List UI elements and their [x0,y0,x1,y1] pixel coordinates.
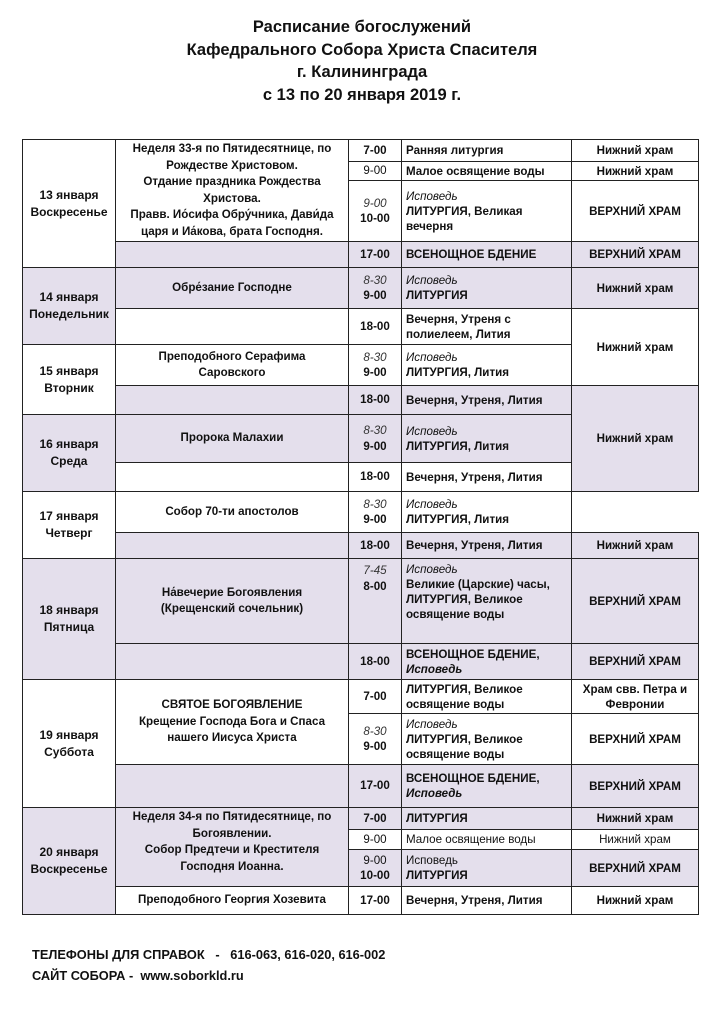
place-cell: ВЕРХНИЙ ХРАМ [572,850,699,887]
service-cell: Ранняя литургия [402,140,572,162]
feast-line: Правв. Ио́сифа Обру́чника, Дави́да [130,208,334,221]
feast-line: Собор 70-ти апостолов [165,504,299,518]
service-text: Исповедь [406,563,458,576]
time-text: 9-00 [363,164,387,178]
feast-empty-cell [116,242,349,268]
service-text: Исповедь [406,424,458,438]
day-weekday: Суббота [44,744,94,759]
title-line-2: Кафедрального Собора Христа Спасителя [186,40,538,59]
feast-line: Собор Предтечи и Крестителя [144,843,320,856]
place-cell: ВЕРХНИЙ ХРАМ [572,644,699,680]
day-weekday: Понедельник [29,307,109,321]
feast-line: Пророка Малахии [180,431,284,445]
feast-empty-cell [116,765,349,808]
service-cell: Малое освящение воды [402,830,572,850]
service-text: Исповедь [406,189,458,203]
service-cell: ВСЕНОЩНОЕ БДЕНИЕ [402,242,572,268]
time-text: 9-00 [363,366,387,379]
feast-line: СВЯТОЕ БОГОЯВЛЕНИЕ [161,698,303,712]
time-cell: 7-00 [349,680,402,714]
feast-line: Отдание праздника Рождества [143,175,321,188]
place-cell: Нижний храм [572,268,699,309]
feast-line: нашего Иисуса Христа [167,731,297,745]
service-text: Исповедь [406,662,463,676]
place-cell: ВЕРХНИЙ ХРАМ [572,765,699,808]
time-cell: 18-00 [349,644,402,680]
place-cell: ВЕРХНИЙ ХРАМ [572,242,699,268]
feast-empty-cell [116,644,349,680]
service-cell [402,415,572,463]
place-cell: Нижний храм [572,533,699,559]
place-cell: Нижний храм [572,808,699,830]
day-date: 14 января [39,290,99,304]
time-text: 8-30 [363,350,387,364]
service-text: ЛИТУРГИЯ [406,869,468,882]
time-cell [349,162,402,181]
time-cell: 18-00 [349,533,402,559]
place-cell: ВЕРХНИЙ ХРАМ [572,181,699,242]
service-text: Исповедь [406,787,463,800]
service-text: ЛИТУРГИЯ, Великая вечерня [406,204,523,233]
time-cell: 18-00 [349,309,402,345]
feast-line: Неделя 34-я по Пятидесятнице, по [132,810,332,823]
service-text: ЛИТУРГИЯ, Лития [406,439,510,453]
time-cell [349,559,402,644]
table-row [23,644,699,680]
time-text: 9-00 [363,853,387,867]
time-cell [349,714,402,765]
place-cell: Нижний храм [572,162,699,181]
page-title [0,16,724,106]
place-cell-shared: Нижний храм [572,386,699,492]
time-cell [349,415,402,463]
feast-line: царя и Иа́кова, брата Господня. [140,224,324,238]
service-text: ЛИТУРГИЯ, Лития [406,366,510,379]
time-cell: 7-00 [349,808,402,830]
feast-cell-15 [116,345,349,386]
feast-cell-16 [116,415,349,463]
day-date: 15 января [39,363,99,378]
place-cell: Нижний храм [572,140,699,162]
table-row [23,309,699,345]
place-cell: Нижний храм [572,830,699,850]
service-cell [402,492,572,533]
schedule-table [22,139,699,915]
time-cell [349,268,402,309]
service-text: ЛИТУРГИЯ, Великое освящение воды [406,732,523,761]
time-cell: 18-00 [349,386,402,415]
day-weekday: Пятница [43,620,95,634]
feast-line: Крещение Господа Бога и Спаса [138,714,326,728]
day-weekday: Вторник [44,380,94,395]
service-cell [402,345,572,386]
place-cell: Храм свв. Петра и Февронии [572,680,699,714]
feast-cell-13 [116,140,349,242]
service-cell: ЛИТУРГИЯ [402,808,572,830]
table-row [23,808,699,830]
day-date: 19 января [39,727,99,742]
service-cell [402,268,572,309]
footer-phones: ТЕЛЕФОНЫ ДЛЯ СПРАВОК - 616-063, 616-020, 616-002 [32,947,386,962]
time-cell [349,181,402,242]
service-cell: Вечерня, Утреня, Лития [402,533,572,559]
feast-cell-14 [116,268,349,309]
service-cell [402,850,572,887]
time-cell: 17-00 [349,242,402,268]
feast-line: Господня Иоанна. [180,859,284,873]
feast-empty-cell [116,309,349,345]
table-row [23,533,699,559]
time-text: 8-30 [363,724,387,738]
time-cell [349,850,402,887]
day-date: 13 января [39,187,99,202]
service-cell [402,644,572,680]
time-text: 9-00 [363,513,387,526]
service-text: ЛИТУРГИЯ, Лития [406,513,510,526]
footer-site: САЙТ СОБОРА - www.soborkld.ru [32,968,244,983]
feast-cell-18 [116,559,349,644]
feast-line: На́вечерие Богоявления [161,585,303,599]
feast-empty-cell [116,533,349,559]
service-cell: Малое освящение воды [402,162,572,181]
service-text: ВСЕНОЩНОЕ БДЕНИЕ, [406,772,540,785]
feast-line: (Крещенский сочельник) [160,602,304,615]
time-cell [349,492,402,533]
day-cell-19 [23,680,116,808]
service-cell [402,559,572,644]
feast-empty-cell [116,386,349,415]
table-row [23,242,699,268]
service-text: Великие (Царские) часы, ЛИТУРГИЯ, Великое освящение воды [406,578,550,621]
time-cell: 7-00 [349,140,402,162]
day-date: 16 января [39,437,99,451]
table-row [23,559,699,644]
table-row [23,140,699,162]
service-text: Исповедь [406,351,458,364]
day-cell-20 [23,808,116,915]
time-cell [349,345,402,386]
table-row [23,386,699,415]
service-cell: Вечерня, Утреня с полиелеем, Лития [402,309,572,345]
feast-cell-20 [116,808,349,887]
service-cell: ЛИТУРГИЯ, Великое освящение воды [402,680,572,714]
day-cell-18 [23,559,116,680]
feast-line: Рождестве Христовом. [166,158,298,172]
time-cell: 17-00 [349,765,402,808]
day-date: 17 января [39,509,99,523]
feast-empty-cell [116,463,349,492]
service-cell [402,714,572,765]
time-text: 8-30 [363,497,387,511]
place-cell: ВЕРХНИЙ ХРАМ [572,714,699,765]
title-line-4: с 13 по 20 января 2019 г. [262,85,462,104]
time-text: 9-00 [363,289,387,302]
table-row [23,765,699,808]
time-text: 8-30 [363,424,387,437]
feast-cell-19 [116,680,349,765]
service-cell [402,181,572,242]
day-weekday: Среда [50,454,88,468]
service-text: Исповедь [406,717,458,731]
footer [32,944,385,986]
feast-cell-20b: Преподобного Георгия Хозевита [116,887,349,915]
time-text: 9-00 [363,439,387,453]
day-cell-13 [23,140,116,268]
day-date: 20 января [39,845,99,859]
time-text: 10-00 [360,869,390,882]
time-text: 8-00 [363,579,387,593]
time-text: 10-00 [360,212,390,225]
feast-line: Неделя 33-я по Пятидесятнице, по [132,142,332,155]
time-cell: 17-00 [349,887,402,915]
day-weekday: Воскресенье [30,862,108,876]
feast-line: Христова. [203,191,261,205]
service-text: Исповедь [406,498,458,511]
day-cell-17 [23,492,116,559]
day-cell-16 [23,415,116,492]
time-text: 8-30 [363,273,387,287]
feast-line: Саровского [198,366,266,379]
time-cell: 9-00 [349,830,402,850]
feast-line: Обре́зание Господне [172,280,292,294]
time-cell: 18-00 [349,463,402,492]
day-date: 18 января [39,603,99,617]
table-row [23,268,699,309]
feast-line: Преподобного Серафима [158,349,306,363]
time-text: 9-00 [363,740,387,753]
service-text: ЛИТУРГИЯ [406,289,468,302]
service-cell: Вечерня, Утреня, Лития [402,887,572,915]
time-text: 9-00 [363,196,387,210]
feast-cell-17 [116,492,349,533]
day-cell-15 [23,345,116,415]
time-text: 7-45 [363,564,387,577]
title-line-3: г. Калининграда [296,63,428,81]
feast-line: Богоявлении. [192,826,272,840]
day-cell-14 [23,268,116,345]
place-cell: Нижний храм [572,887,699,915]
place-cell-shared: Нижний храм [572,309,699,386]
day-weekday: Воскресенье [30,204,108,219]
title-line-1: Расписание богослужений [252,18,472,36]
service-text: Исповедь [406,854,458,867]
service-text: ВСЕНОЩНОЕ БДЕНИЕ, [406,647,540,661]
day-weekday: Четверг [45,526,93,540]
table-row [23,492,699,533]
table-row [23,887,699,915]
service-text: Исповедь [406,274,458,287]
service-cell [402,765,572,808]
service-cell: Вечерня, Утреня, Лития [402,386,572,415]
service-cell: Вечерня, Утреня, Лития [402,463,572,492]
place-cell: ВЕРХНИЙ ХРАМ [572,559,699,644]
table-row [23,680,699,714]
